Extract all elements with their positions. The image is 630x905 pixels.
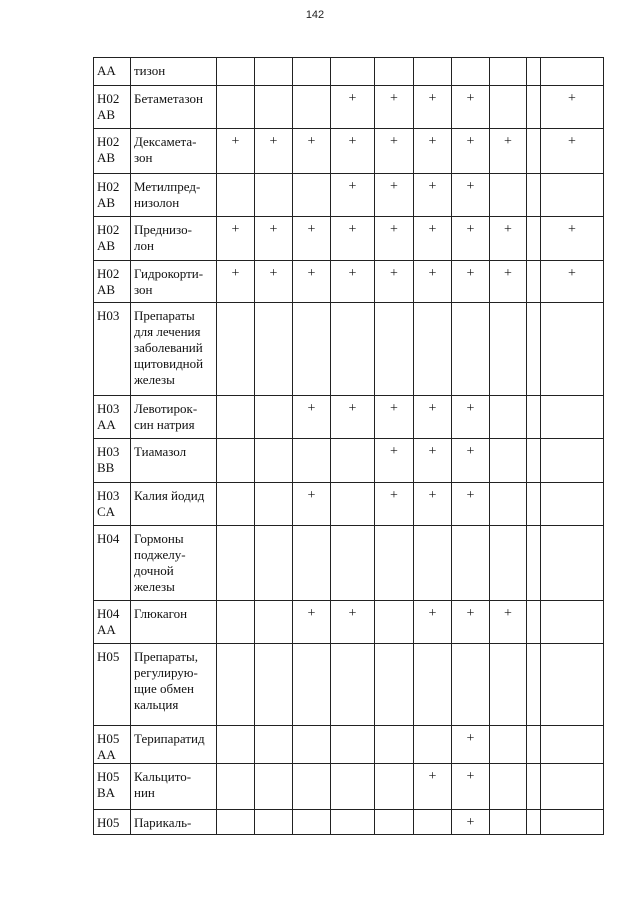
- drug-name-cell: [131, 261, 217, 303]
- plus-mark: +: [504, 606, 512, 621]
- mark-cell: [414, 726, 452, 764]
- plus-mark: +: [466, 401, 475, 416]
- drug-name-cell: [131, 644, 217, 726]
- mark-cell: [541, 764, 604, 810]
- mark-cell: [255, 217, 293, 261]
- mark-cell: [527, 810, 541, 835]
- plus-mark: +: [390, 266, 398, 281]
- plus-mark: +: [428, 134, 437, 149]
- mark-cell: [293, 217, 331, 261]
- plus-mark: +: [466, 134, 475, 149]
- plus-mark: +: [390, 401, 398, 416]
- mark-cell: [452, 396, 490, 439]
- mark-cell: [527, 396, 541, 439]
- table-row: [94, 129, 604, 174]
- mark-cell: [217, 601, 255, 644]
- plus-mark: +: [269, 222, 278, 237]
- plus-mark: +: [307, 222, 316, 237]
- mark-cell: [217, 174, 255, 217]
- plus-mark: +: [504, 266, 512, 281]
- plus-mark: +: [348, 606, 357, 621]
- drug-name: Гидрокорти- зон: [134, 266, 204, 297]
- mark-cell: [331, 810, 375, 835]
- mark-cell: [255, 764, 293, 810]
- table-row: [94, 483, 604, 526]
- plus-mark: +: [307, 488, 316, 503]
- plus-mark: +: [231, 222, 240, 237]
- mark-cell: [490, 526, 527, 601]
- plus-mark: +: [348, 266, 357, 281]
- table-row: [94, 217, 604, 261]
- mark-cell: [331, 526, 375, 601]
- plus-mark: +: [428, 488, 437, 503]
- mark-cell: [293, 86, 331, 129]
- drug-name-cell: [131, 764, 217, 810]
- plus-mark: +: [269, 134, 278, 149]
- mark-cell: [414, 439, 452, 483]
- plus-mark: +: [390, 134, 398, 149]
- mark-cell: [452, 303, 490, 396]
- atc-code-cell: [94, 58, 131, 86]
- mark-cell: [255, 601, 293, 644]
- mark-cell: [452, 526, 490, 601]
- mark-cell: [490, 303, 527, 396]
- mark-cell: [293, 726, 331, 764]
- mark-cell: [217, 86, 255, 129]
- mark-cell: [255, 261, 293, 303]
- mark-cell: [255, 174, 293, 217]
- mark-cell: [375, 174, 414, 217]
- atc-code: H03 BB: [97, 444, 120, 475]
- mark-cell: [293, 174, 331, 217]
- table-row: [94, 439, 604, 483]
- mark-cell: [490, 217, 527, 261]
- mark-cell: [331, 396, 375, 439]
- mark-cell: [293, 764, 331, 810]
- mark-cell: [414, 217, 452, 261]
- mark-cell: [527, 483, 541, 526]
- mark-cell: [527, 601, 541, 644]
- plus-mark: +: [231, 134, 240, 149]
- drug-name: Калия йодид: [134, 488, 205, 503]
- mark-cell: [255, 726, 293, 764]
- mark-cell: [414, 764, 452, 810]
- mark-cell: [414, 644, 452, 726]
- atc-code-cell: [94, 217, 131, 261]
- mark-cell: [331, 129, 375, 174]
- plus-mark: +: [390, 179, 398, 194]
- mark-cell: [293, 396, 331, 439]
- atc-code-cell: [94, 396, 131, 439]
- drug-name: тизон: [134, 63, 166, 78]
- mark-cell: [375, 726, 414, 764]
- drug-name-cell: [131, 483, 217, 526]
- mark-cell: [541, 217, 604, 261]
- mark-cell: [452, 810, 490, 835]
- table-row: [94, 86, 604, 129]
- drug-table: [93, 57, 604, 835]
- mark-cell: [414, 526, 452, 601]
- atc-code: H03 AA: [97, 401, 120, 432]
- plus-mark: +: [231, 266, 240, 281]
- mark-cell: [527, 217, 541, 261]
- table-row: [94, 764, 604, 810]
- mark-cell: [375, 439, 414, 483]
- atc-code: H03: [97, 308, 120, 323]
- plus-mark: +: [466, 179, 475, 194]
- mark-cell: [375, 601, 414, 644]
- plus-mark: +: [307, 401, 316, 416]
- mark-cell: [452, 174, 490, 217]
- drug-name-cell: [131, 303, 217, 396]
- atc-code: H02 AB: [97, 179, 120, 210]
- mark-cell: [375, 526, 414, 601]
- mark-cell: [541, 129, 604, 174]
- drug-name-cell: [131, 601, 217, 644]
- mark-cell: [527, 58, 541, 86]
- plus-mark: +: [348, 401, 357, 416]
- mark-cell: [541, 58, 604, 86]
- plus-mark: +: [428, 222, 437, 237]
- plus-mark: +: [390, 222, 398, 237]
- atc-code-cell: [94, 764, 131, 810]
- mark-cell: [541, 396, 604, 439]
- plus-mark: +: [348, 134, 357, 149]
- atc-code: H05 BA: [97, 769, 120, 800]
- plus-mark: +: [466, 731, 475, 746]
- plus-mark: +: [466, 266, 475, 281]
- mark-cell: [527, 764, 541, 810]
- mark-cell: [527, 174, 541, 217]
- mark-cell: [331, 303, 375, 396]
- drug-name: Преднизо- лон: [134, 222, 192, 253]
- drug-name-cell: [131, 396, 217, 439]
- mark-cell: [331, 86, 375, 129]
- mark-cell: [255, 483, 293, 526]
- mark-cell: [452, 601, 490, 644]
- plus-mark: +: [568, 222, 576, 237]
- mark-cell: [541, 483, 604, 526]
- atc-code: H05 AA: [97, 731, 120, 762]
- plus-mark: +: [390, 488, 398, 503]
- mark-cell: [527, 86, 541, 129]
- mark-cell: [375, 58, 414, 86]
- atc-code-cell: [94, 726, 131, 764]
- atc-code-cell: [94, 644, 131, 726]
- page-number: 142: [305, 9, 325, 21]
- plus-mark: +: [466, 769, 475, 784]
- mark-cell: [375, 303, 414, 396]
- mark-cell: [217, 644, 255, 726]
- mark-cell: [452, 726, 490, 764]
- mark-cell: [293, 58, 331, 86]
- table-row: [94, 174, 604, 217]
- mark-cell: [541, 174, 604, 217]
- mark-cell: [255, 526, 293, 601]
- mark-cell: [293, 129, 331, 174]
- plus-mark: +: [348, 179, 357, 194]
- mark-cell: [527, 726, 541, 764]
- atc-code: H05: [97, 649, 120, 664]
- table-row: [94, 726, 604, 764]
- mark-cell: [375, 261, 414, 303]
- drug-name-cell: [131, 810, 217, 835]
- table-row: [94, 396, 604, 439]
- mark-cell: [331, 261, 375, 303]
- drug-name: Тиамазол: [134, 444, 187, 459]
- mark-cell: [490, 439, 527, 483]
- mark-cell: [452, 86, 490, 129]
- atc-code-cell: [94, 174, 131, 217]
- mark-cell: [541, 86, 604, 129]
- mark-cell: [414, 174, 452, 217]
- drug-name-cell: [131, 439, 217, 483]
- mark-cell: [541, 726, 604, 764]
- mark-cell: [541, 644, 604, 726]
- mark-cell: [255, 810, 293, 835]
- mark-cell: [452, 483, 490, 526]
- mark-cell: [490, 764, 527, 810]
- mark-cell: [541, 439, 604, 483]
- drug-name-cell: [131, 86, 217, 129]
- drug-name: Терипаратид: [134, 731, 205, 746]
- mark-cell: [490, 726, 527, 764]
- mark-cell: [331, 217, 375, 261]
- atc-code-cell: [94, 439, 131, 483]
- mark-cell: [541, 526, 604, 601]
- plus-mark: +: [466, 606, 475, 621]
- plus-mark: +: [428, 769, 437, 784]
- mark-cell: [414, 58, 452, 86]
- mark-cell: [414, 129, 452, 174]
- drug-name-cell: [131, 217, 217, 261]
- mark-cell: [255, 644, 293, 726]
- drug-name-cell: [131, 526, 217, 601]
- atc-code: H04 AA: [97, 606, 120, 637]
- plus-mark: +: [307, 134, 316, 149]
- plus-mark: +: [428, 266, 437, 281]
- drug-name: Глюкагон: [134, 606, 188, 621]
- mark-cell: [414, 86, 452, 129]
- mark-cell: [452, 217, 490, 261]
- mark-cell: [217, 439, 255, 483]
- atc-code: H02 AB: [97, 222, 120, 253]
- mark-cell: [331, 764, 375, 810]
- mark-cell: [255, 396, 293, 439]
- mark-cell: [293, 483, 331, 526]
- drug-name: Кальцито- нин: [134, 769, 192, 800]
- mark-cell: [331, 439, 375, 483]
- table-row: [94, 810, 604, 835]
- mark-cell: [452, 129, 490, 174]
- atc-code: H03 CA: [97, 488, 120, 519]
- mark-cell: [293, 439, 331, 483]
- plus-mark: +: [348, 91, 357, 106]
- mark-cell: [527, 261, 541, 303]
- table-row: [94, 601, 604, 644]
- mark-cell: [293, 601, 331, 644]
- mark-cell: [217, 58, 255, 86]
- mark-cell: [255, 303, 293, 396]
- drug-name: Метилпред- низолон: [134, 179, 201, 210]
- mark-cell: [375, 644, 414, 726]
- mark-cell: [217, 810, 255, 835]
- drug-name: Препараты для лечения заболеваний щитовидной железы: [134, 308, 204, 387]
- drug-name: Левотирок- син натрия: [134, 401, 198, 432]
- mark-cell: [217, 261, 255, 303]
- mark-cell: [217, 764, 255, 810]
- mark-cell: [375, 396, 414, 439]
- table-row: [94, 526, 604, 601]
- drug-name-cell: [131, 129, 217, 174]
- mark-cell: [331, 601, 375, 644]
- mark-cell: [293, 810, 331, 835]
- mark-cell: [490, 483, 527, 526]
- plus-mark: +: [428, 179, 437, 194]
- table-row: [94, 58, 604, 86]
- mark-cell: [490, 58, 527, 86]
- drug-name: Препараты, регулирую- щие обмен кальция: [134, 649, 198, 712]
- mark-cell: [527, 644, 541, 726]
- atc-code: H05: [97, 815, 120, 830]
- atc-code: H02 AB: [97, 266, 120, 297]
- mark-cell: [490, 174, 527, 217]
- mark-cell: [452, 764, 490, 810]
- plus-mark: +: [428, 606, 437, 621]
- mark-cell: [490, 86, 527, 129]
- mark-cell: [452, 261, 490, 303]
- mark-cell: [255, 129, 293, 174]
- atc-code: H04: [97, 531, 120, 546]
- mark-cell: [375, 764, 414, 810]
- plus-mark: +: [307, 606, 316, 621]
- mark-cell: [414, 810, 452, 835]
- plus-mark: +: [568, 266, 576, 281]
- atc-code: H02 AB: [97, 134, 120, 165]
- plus-mark: +: [568, 134, 576, 149]
- mark-cell: [541, 261, 604, 303]
- mark-cell: [527, 526, 541, 601]
- table-row: [94, 644, 604, 726]
- mark-cell: [217, 483, 255, 526]
- mark-cell: [414, 261, 452, 303]
- mark-cell: [255, 439, 293, 483]
- mark-cell: [217, 303, 255, 396]
- mark-cell: [490, 810, 527, 835]
- table-row: [94, 261, 604, 303]
- mark-cell: [452, 58, 490, 86]
- drug-name-cell: [131, 58, 217, 86]
- mark-cell: [414, 396, 452, 439]
- atc-code: AA: [97, 63, 116, 78]
- atc-code-cell: [94, 129, 131, 174]
- plus-mark: +: [466, 815, 475, 830]
- drug-name: Бетаметазон: [134, 91, 203, 106]
- mark-cell: [452, 439, 490, 483]
- mark-cell: [527, 439, 541, 483]
- plus-mark: +: [307, 266, 316, 281]
- mark-cell: [375, 129, 414, 174]
- mark-cell: [414, 303, 452, 396]
- mark-cell: [293, 303, 331, 396]
- mark-cell: [490, 601, 527, 644]
- atc-code-cell: [94, 86, 131, 129]
- atc-code: H02 AB: [97, 91, 120, 122]
- mark-cell: [293, 261, 331, 303]
- mark-cell: [331, 726, 375, 764]
- mark-cell: [217, 129, 255, 174]
- plus-mark: +: [504, 134, 512, 149]
- plus-mark: +: [466, 222, 475, 237]
- atc-code-cell: [94, 810, 131, 835]
- plus-mark: +: [466, 91, 475, 106]
- mark-cell: [331, 174, 375, 217]
- plus-mark: +: [504, 222, 512, 237]
- mark-cell: [293, 526, 331, 601]
- atc-code-cell: [94, 303, 131, 396]
- plus-mark: +: [390, 444, 398, 459]
- drug-name-cell: [131, 726, 217, 764]
- mark-cell: [375, 483, 414, 526]
- atc-code-cell: [94, 483, 131, 526]
- plus-mark: +: [428, 91, 437, 106]
- mark-cell: [217, 217, 255, 261]
- mark-cell: [375, 810, 414, 835]
- mark-cell: [414, 483, 452, 526]
- mark-cell: [541, 303, 604, 396]
- atc-code-cell: [94, 601, 131, 644]
- mark-cell: [255, 86, 293, 129]
- plus-mark: +: [428, 401, 437, 416]
- drug-name: Парикаль-: [134, 815, 192, 830]
- atc-code-cell: [94, 526, 131, 601]
- mark-cell: [375, 217, 414, 261]
- mark-cell: [331, 483, 375, 526]
- mark-cell: [527, 129, 541, 174]
- drug-name-cell: [131, 174, 217, 217]
- table-row: [94, 303, 604, 396]
- mark-cell: [331, 58, 375, 86]
- plus-mark: +: [466, 488, 475, 503]
- drug-name: Дексамета- зон: [134, 134, 197, 165]
- mark-cell: [255, 58, 293, 86]
- plus-mark: +: [466, 444, 475, 459]
- drug-name: Гормоны поджелу- дочной железы: [134, 531, 186, 594]
- plus-mark: +: [390, 91, 398, 106]
- mark-cell: [452, 644, 490, 726]
- mark-cell: [217, 526, 255, 601]
- mark-cell: [331, 644, 375, 726]
- mark-cell: [527, 303, 541, 396]
- mark-cell: [541, 810, 604, 835]
- mark-cell: [217, 726, 255, 764]
- plus-mark: +: [269, 266, 278, 281]
- mark-cell: [375, 86, 414, 129]
- plus-mark: +: [348, 222, 357, 237]
- plus-mark: +: [568, 91, 576, 106]
- mark-cell: [490, 396, 527, 439]
- mark-cell: [414, 601, 452, 644]
- mark-cell: [293, 644, 331, 726]
- plus-mark: +: [428, 444, 437, 459]
- mark-cell: [541, 601, 604, 644]
- atc-code-cell: [94, 261, 131, 303]
- mark-cell: [490, 261, 527, 303]
- mark-cell: [490, 129, 527, 174]
- mark-cell: [217, 396, 255, 439]
- mark-cell: [490, 644, 527, 726]
